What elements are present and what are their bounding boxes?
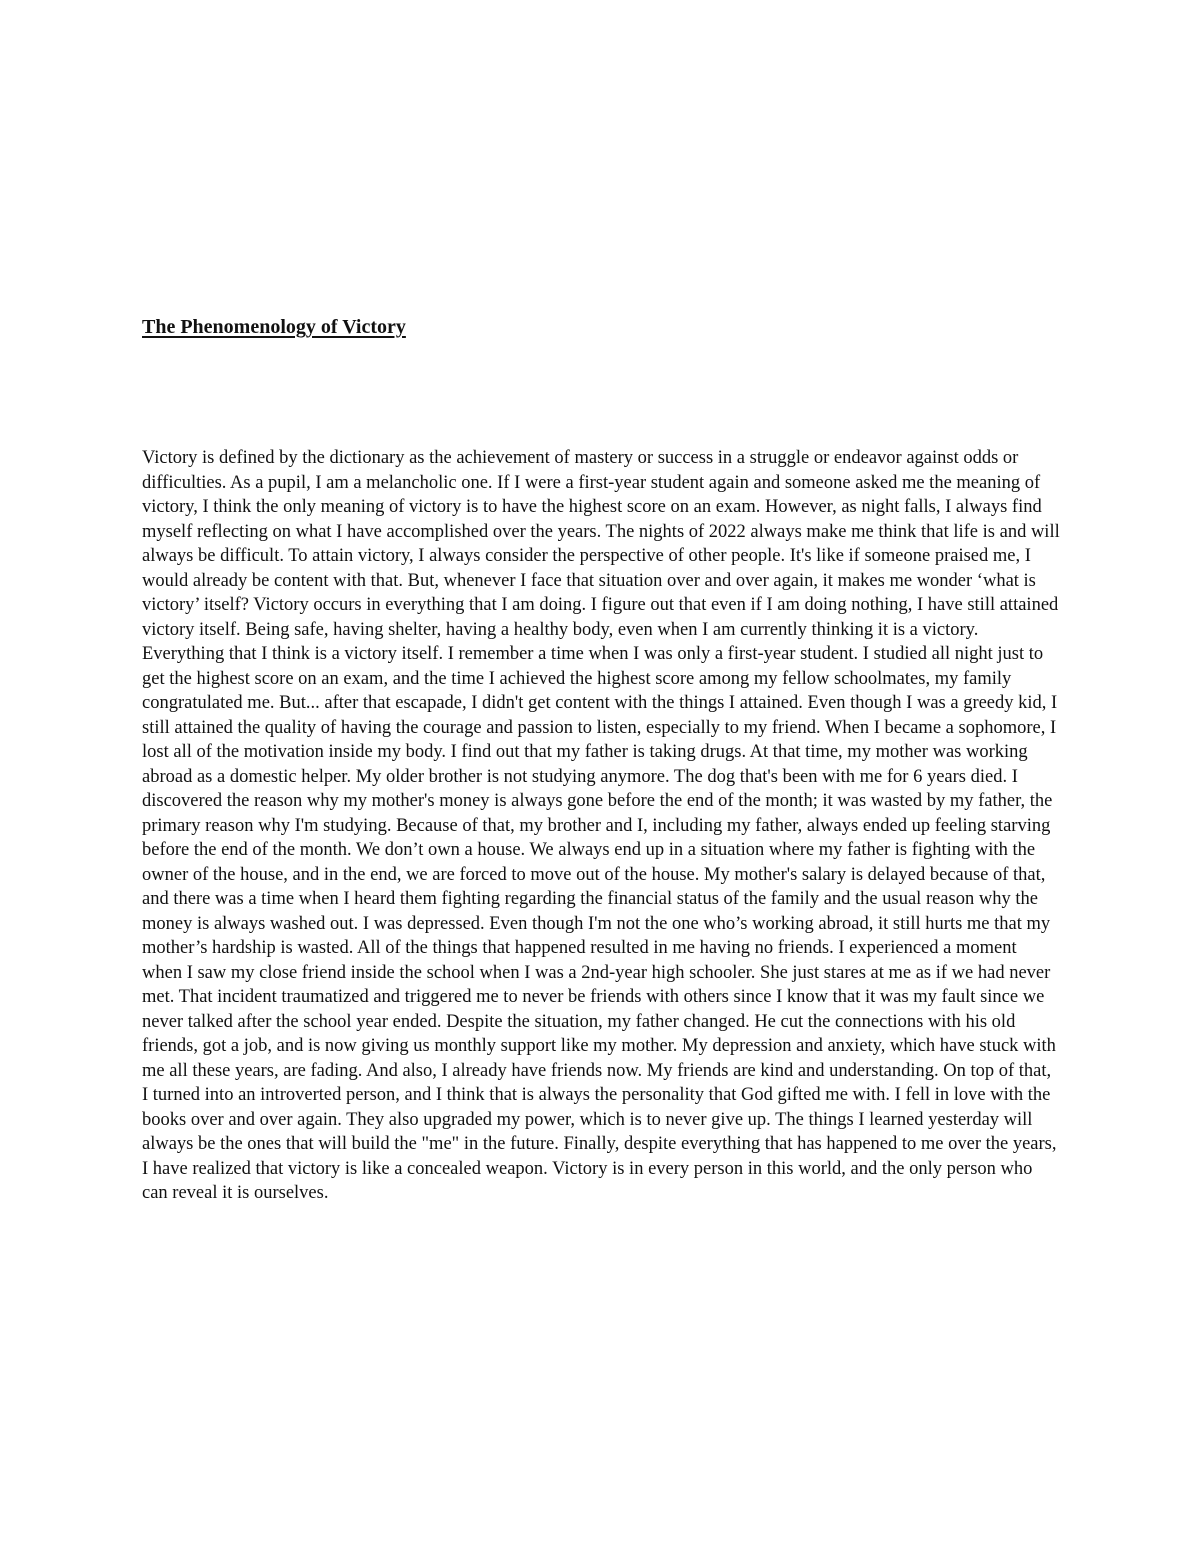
document-title: The Phenomenology of Victory: [142, 316, 406, 338]
document-body-paragraph: Victory is defined by the dictionary as the achievement of mastery or success in a struggle or endeavor against odds or difficulties. As a pupil, I am a melancholic one. If I were a first-year student again and someone asked me the meaning of victory, I think the only meaning of victory is to have the highest score on an exam. However, as night falls, I always find myself reflecting on what I have accomplished over the years. The nights of 2022 always make me think that life is and will always be difficult. To attain victory, I always consider the perspective of other people. It's like if someone praised me, I would already be content with that. But, whenever I face that situation over and over again, it makes me wonder ‘what is victory’ itself? Victory occurs in everything that I am doing. I figure out that even if I am doing nothing, I have still attained victory itself. Being safe, having shelter, having a healthy body, even when I am currently thinking it is a victory. Everything that I think is a victory itself. I remember a time when I was only a first-year student. I studied all night just to get the highest score on an exam, and the time I achieved the highest score among my fellow schoolmates, my family congratulated me. But... after that escapade, I didn't get content with the things I attained. Even though I was a greedy kid, I still attained the quality of having the courage and passion to listen, especially to my friend. When I became a sophomore, I lost all of the motivation inside my body. I find out that my father is taking drugs. At that time, my mother was working abroad as a domestic helper. My older brother is not studying anymore. The dog that's been with me for 6 years died. I discovered the reason why my mother's money is always gone before the end of the month; it was wasted by my father, the primary reason why I'm studying. Because of that, my brother and I, including my father, always ended up feeling starving before the end of the month. We don’t own a house. We always end up in a situation where my father is fighting with the owner of the house, and in the end, we are forced to move out of the house. My mother's salary is delayed because of that, and there was a time when I heard them fighting regarding the financial status of the family and the usual reason why the money is always washed out. I was depressed. Even though I'm not the one who’s working abroad, it still hurts me that my mother’s hardship is wasted. All of the things that happened resulted in me having no friends. I experienced a moment when I saw my close friend inside the school when I was a 2nd-year high schooler. She just stares at me as if we had never met. That incident traumatized and triggered me to never be friends with others since I know that it was my fault since we never talked after the school year ended. Despite the situation, my father changed. He cut the connections with his old friends, got a job, and is now giving us monthly support like my mother. My depression and anxiety, which have stuck with me all these years, are fading. And also, I already have friends now. My friends are kind and understanding. On top of that, I turned into an introverted person, and I think that is always the personality that God gifted me with. I fell in love with the books over and over again. They also upgraded my power, which is to never give up. The things I learned yesterday will always be the ones that will build the "me" in the future. Finally, despite everything that has happened to me over the years, I have realized that victory is like a concealed weapon. Victory is in every person in this world, and the only person who can reveal it is ourselves.: [142, 448, 1060, 1203]
